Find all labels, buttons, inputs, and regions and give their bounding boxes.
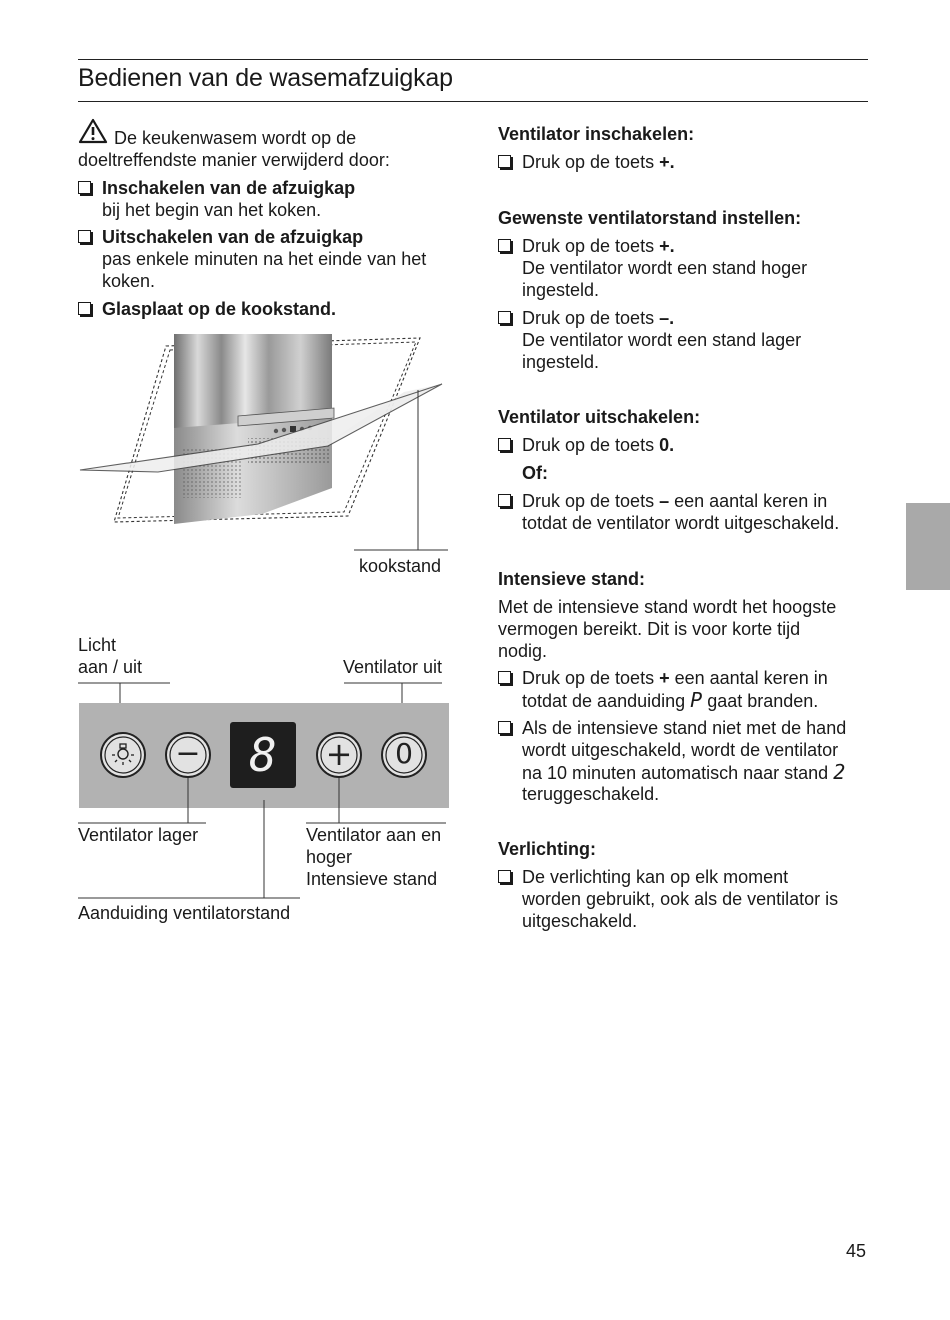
label-light-line1: Licht [78,635,117,655]
list-item: Glasplaat op de kookstand. [78,298,458,320]
label-fan-off: Ventilator uit [343,657,443,677]
label-fan-on-line1: Ventilator aan en [306,825,442,845]
checkbox-bullet-icon [78,302,91,315]
plus-icon: + [325,735,353,773]
checkbox-bullet-icon [498,239,511,252]
title-underline [78,101,868,102]
intensive-para-line3: nodig. [498,641,548,661]
fan-level-display [230,722,296,788]
heading-fan-level: Gewenste ventilatorstand instellen: [498,208,802,228]
list-item: Druk op de toets 0. [498,434,868,456]
intro-line-2: doeltreffendste manier verwijderd door: [78,150,390,170]
checkbox-bullet-icon [498,155,511,168]
segment-2-symbol: 2 [833,760,846,784]
checkbox-bullet-icon [498,494,511,507]
checkbox-bullet-icon [78,181,91,194]
list-item: Inschakelen van de afzuigkap bij het begin van het koken. [78,177,458,221]
zero-icon: 0 [395,737,413,770]
label-fan-on-line3: Intensieve stand [306,869,438,889]
heading-fan-on: Ventilator inschakelen: [498,124,695,144]
list-item: Druk op de toets + een aantal keren in totdat de aanduiding P gaat branden. [498,667,868,711]
fan-lower-button[interactable] [164,731,212,779]
checkbox-bullet-icon [498,438,511,451]
list-item: Druk op de toets +. [498,151,868,173]
page-title: Bedienen van de wasemafzuigkap [78,64,453,92]
light-button[interactable] [99,731,147,779]
minus-icon: − [175,736,201,771]
control-panel [78,682,450,932]
checkbox-bullet-icon [78,230,91,243]
display-digit: 8 [249,728,277,782]
section-tab [906,503,950,590]
or-label: Of: [522,463,548,483]
heading-lighting: Verlichting: [498,839,597,859]
list-item: Als de intensieve stand niet met de hand wordt uitgeschakeld, wordt de ventilator na 10 minuten automatisch naar stand 2 teruggeschakeld. [498,717,868,805]
warning-icon [78,118,108,144]
hood-illustration [78,328,450,558]
intro-line-1: De keukenwasem wordt op de [114,128,357,148]
list-item: De verlichting kan op elk moment worden gebruikt, ook als de ventilator is uitgeschakeld. [498,866,868,932]
label-fan-lower: Ventilator lager [78,825,199,845]
intensive-para-line1: Met de intensieve stand wordt het hoogste [498,597,837,617]
checkbox-bullet-icon [498,870,511,883]
list-item: Druk op de toets – een aantal keren in totdat de ventilator wordt uitgeschakeld. [498,490,868,534]
checkbox-bullet-icon [498,311,511,324]
label-light-line2: aan / uit [78,657,143,677]
top-rule [78,59,868,60]
page-number: 45 [846,1241,867,1261]
fan-off-button[interactable] [380,731,428,779]
illustration-label: kookstand [359,556,442,576]
label-fan-on-line2: hoger [306,847,353,867]
checkbox-bullet-icon [498,721,511,734]
segment-p-symbol: P [690,688,703,712]
heading-intensive: Intensieve stand: [498,569,646,589]
fan-higher-button[interactable] [315,731,363,779]
label-display: Aanduiding ventilatorstand [78,903,291,923]
intensive-para-line2: vermogen bereikt. Dit is voor korte tijd [498,619,801,639]
checkbox-bullet-icon [498,671,511,684]
list-item: Uitschakelen van de afzuigkap pas enkele minuten na het einde van het koken. [78,226,458,292]
list-item: Druk op de toets +. De ventilator wordt een stand hoger ingesteld. [498,235,868,301]
list-item: Druk op de toets –. De ventilator wordt een stand lager ingesteld. [498,307,868,373]
heading-fan-off: Ventilator uitschakelen: [498,407,701,427]
